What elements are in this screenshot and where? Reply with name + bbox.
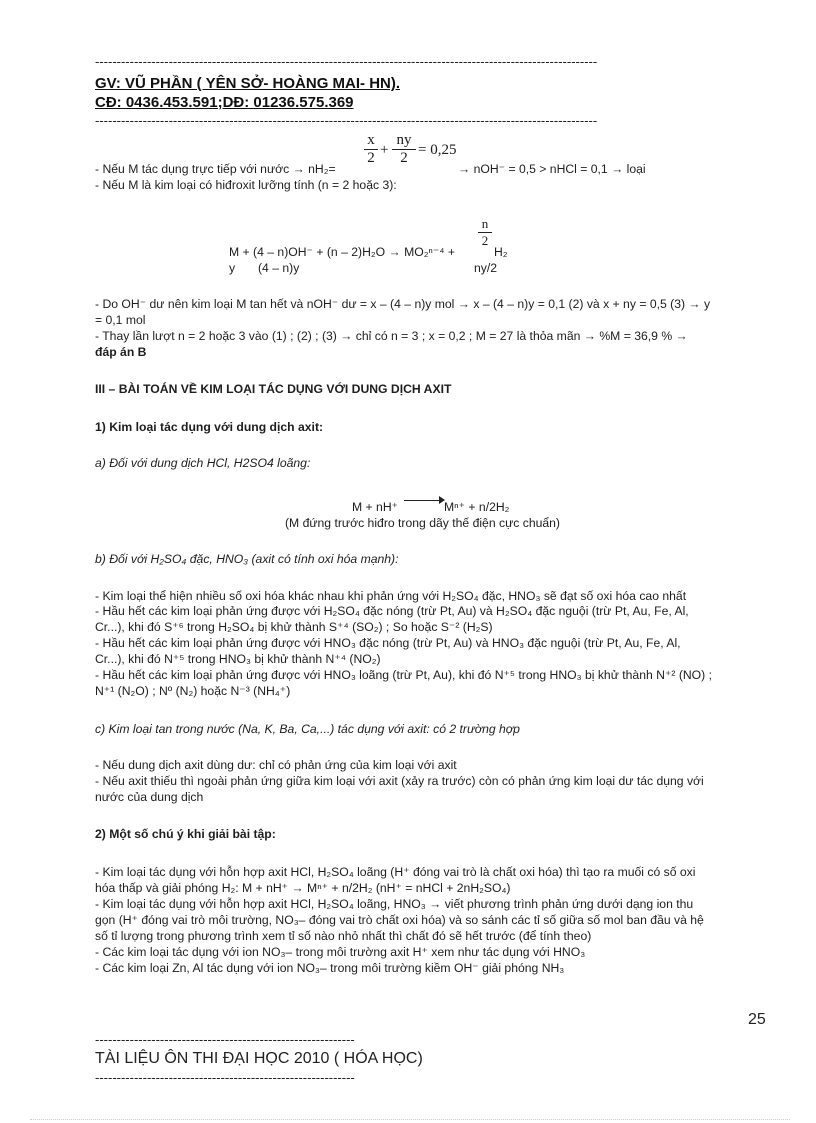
subsection-b: b) Đối với H₂SO₄ đặc, HNO₃ (axit có tính oxi hóa mạnh): bbox=[95, 552, 399, 566]
text-line: = 0,1 mol bbox=[95, 313, 146, 327]
text-line: - Các kim loại Zn, Al tác dụng với ion NO₃– trong môi trường kiềm OH⁻ giải phóng NH₃ bbox=[95, 961, 565, 975]
subsection-heading: 1) Kim loại tác dụng với dung dịch axit: bbox=[95, 420, 324, 434]
header-dash-bottom: -------------------------------------------------------------------------------------------------------------------- bbox=[95, 113, 598, 128]
subsection-heading: 2) Một số chú ý khi giải bài tập: bbox=[95, 827, 276, 841]
text-line: hóa thấp và giải phóng H₂: M + nH⁺ → Mⁿ⁺ + n/2H₂ (nH⁺ = nHCl + 2nH₂SO₄) bbox=[95, 881, 511, 895]
header-dash-top: -------------------------------------------------------------------------------------------------------------------- bbox=[95, 54, 598, 69]
fraction-numerator: ny bbox=[392, 132, 416, 150]
text-line: - Kim loại tác dụng với hỗn hợp axit HCl, H₂SO₄ loãng, HNO₃ → viết phương trình phản ứng dưới dạng ion thu bbox=[95, 897, 694, 911]
text-line: - Nếu M tác dụng trực tiếp với nước → nH₂= bbox=[95, 162, 336, 176]
text-line: - Các kim loại tác dụng với ion NO₃– trong môi trường axit H⁺ xem như tác dụng với HNO₃ bbox=[95, 945, 586, 959]
fraction-ny-over-2 bbox=[392, 132, 416, 167]
subsection-a: a) Đối với dung dịch HCl, H2SO4 loãng: bbox=[95, 456, 311, 470]
page-edge-divider bbox=[30, 1119, 790, 1120]
text-line: - Hầu hết các kim loại phản ứng được với HNO₃ đặc nóng (trừ Pt, Au) và HNO₃ đặc nguội (trừ Pt, Au, Fe, Al, bbox=[95, 636, 681, 650]
teacher-phone: CĐ: 0436.453.591;DĐ: 01236.575.369 bbox=[95, 94, 354, 111]
fraction-denominator: 2 bbox=[481, 233, 489, 248]
fraction-n-over-2 bbox=[478, 216, 492, 249]
teacher-name: GV: VŨ PHẦN ( YÊN SỞ- HOÀNG MAI- HN). bbox=[95, 75, 401, 92]
text-line: - Nếu dung dịch axit dùng dư: chỉ có phản ứng của kim loại với axit bbox=[95, 758, 457, 772]
fraction-denominator: 2 bbox=[367, 150, 375, 166]
page-number: 25 bbox=[748, 1011, 766, 1028]
reaction-left: M + nH⁺ bbox=[352, 500, 399, 514]
text-line: - Thay lần lượt n = 2 hoặc 3 vào (1) ; (2) ; (3) → chỉ có n = 3 ; x = 0,2 ; M = 27 là thỏa mãn → %M = 36,9 % → bbox=[95, 329, 688, 343]
fraction-denominator: 2 bbox=[400, 150, 408, 166]
text-line: nước của dung dịch bbox=[95, 790, 204, 804]
fraction-x-over-2 bbox=[364, 132, 378, 167]
answer-label: đáp án B bbox=[95, 345, 147, 359]
plus-sign: + bbox=[380, 142, 389, 158]
reaction-arrow bbox=[404, 500, 442, 501]
text-line: Cr...), khi đó S⁺⁶ trong H₂SO₄ bị khử thành S⁺⁴ (SO₂) ; So hoặc S⁻² (H₂S) bbox=[95, 620, 493, 634]
text-line: - Kim loại thể hiện nhiều số oxi hóa khác nhau khi phản ứng với H₂SO₄ đặc, HNO₃ sẽ đạt số oxi hóa cao nhất bbox=[95, 589, 687, 603]
text-line: số tỉ lượng trong phương trình xem tỉ số nào nhỏ nhất thì chất đó sẽ hết trước (để tính theo) bbox=[95, 929, 592, 943]
text-line: - Do OH⁻ dư nên kim loại M tan hết và nOH⁻ dư = x – (4 – n)y mol → x – (4 – n)y = 0,1 (2) và x + ny = 0,5 (3) → y bbox=[95, 297, 711, 311]
text-line: - Hầu hết các kim loại phản ứng được với H₂SO₄ đặc nóng (trừ Pt, Au) và H₂SO₄ đặc nguội (trừ Pt, Au, Fe, Al, bbox=[95, 604, 689, 618]
footer-title: TÀI LIỆU ÔN THI ĐẠI HỌC 2010 ( HÓA HỌC) bbox=[95, 1050, 423, 1067]
mole-4ny: (4 – n)y bbox=[258, 261, 300, 275]
footer-dash-bottom: ------------------------------------------------------------ bbox=[95, 1070, 355, 1085]
reaction-note: (M đứng trước hiđro trong dãy thế điện cực chuẩn) bbox=[285, 516, 560, 530]
footer-dash-top: ------------------------------------------------------------ bbox=[95, 1032, 355, 1047]
text-line: gọn (H⁺ đóng vai trò môi trường, NO₃– đóng vai trò chất oxi hóa) và so sánh các tỉ số giữa số mol ban đầu và hệ bbox=[95, 913, 704, 927]
text-line: - Nếu M là kim loại có hiđroxit lưỡng tính (n = 2 hoặc 3): bbox=[95, 178, 397, 192]
text-line: → nOH⁻ = 0,5 > nHCl = 0,1 → loại bbox=[458, 162, 646, 176]
mole-ny2: ny/2 bbox=[474, 261, 498, 275]
fraction-numerator: n bbox=[478, 216, 492, 233]
mole-y: y bbox=[229, 261, 236, 275]
reaction-equation: M + (4 – n)OH⁻ + (n – 2)H₂O → MO₂ⁿ⁻⁴ + bbox=[229, 245, 456, 259]
reaction-right: Mⁿ⁺ + n/2H₂ bbox=[444, 500, 510, 514]
text-line: N⁺¹ (N₂O) ; Nº (N₂) hoặc N⁻³ (NH₄⁺) bbox=[95, 684, 291, 698]
equation-rhs: = 0,25 bbox=[418, 142, 457, 158]
text-line: Cr...), khi đó N⁺⁵ trong HNO₃ bị khử thành N⁺⁴ (NO₂) bbox=[95, 652, 381, 666]
text-line: - Hầu hết các kim loại phản ứng được với HNO₃ loãng (trừ Pt, Au), khi đó N⁺⁵ trong HNO₃ bị khử thành N⁺² (NO) ; bbox=[95, 668, 712, 682]
text-line: - Nếu axit thiếu thì ngoài phản ứng giữa kim loại với axit (xảy ra trước) còn có phản ứng kim loại dư tác dụng với bbox=[95, 774, 704, 788]
text-line: - Kim loại tác dụng với hỗn hợp axit HCl, H₂SO₄ loãng (H⁺ đóng vai trò là chất oxi hóa) thì tạo ra muối có số oxi bbox=[95, 865, 696, 879]
fraction-numerator: x bbox=[364, 132, 378, 150]
section-heading: III – BÀI TOÁN VỀ KIM LOẠI TÁC DỤNG VỚI DUNG DỊCH AXIT bbox=[95, 382, 452, 396]
reaction-product-h2: H₂ bbox=[494, 245, 508, 259]
subsection-c: c) Kim loại tan trong nước (Na, K, Ba, Ca,...) tác dụng với axit: có 2 trường hợp bbox=[95, 722, 520, 736]
